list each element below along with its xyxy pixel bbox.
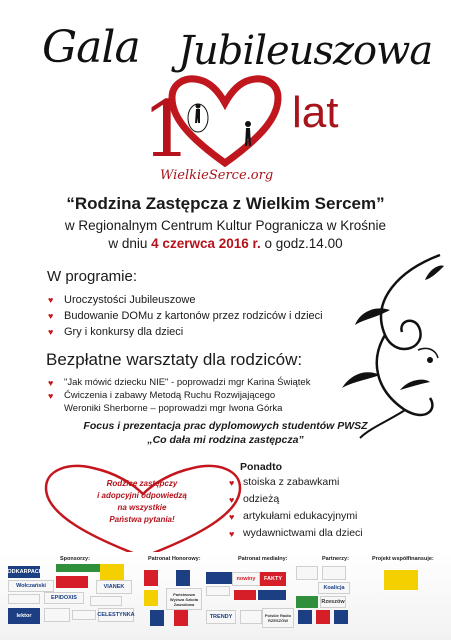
sponsor-logo-shape — [44, 608, 70, 622]
bullet-heart-icon: ♥ — [229, 529, 235, 539]
program-heading: W programie: — [47, 268, 138, 285]
heart-message-line: i adopcyjni odpowiedzą — [97, 491, 187, 500]
partner-logo-shape — [296, 596, 318, 608]
parent-head-icon — [245, 121, 251, 127]
coat-of-arms-icon — [144, 590, 158, 606]
cofinance-logo-figures — [384, 570, 418, 590]
media-logo: nowiny — [232, 572, 260, 586]
media-logo: TRENDY — [206, 610, 236, 624]
program-item: Gry i konkursy dla dzieci — [64, 326, 184, 338]
bullet-heart-icon: ♥ — [48, 311, 54, 321]
bullet-heart-icon: ♥ — [48, 391, 54, 401]
focus-line-2: „Co dała mi rodzina zastępcza” — [147, 434, 304, 446]
date-suffix: o godz.14.00 — [260, 236, 343, 251]
sponsor-logo: EPIDOXIS — [44, 592, 84, 604]
coat-of-arms-icon — [174, 610, 188, 626]
number-one-digit: 1 — [142, 85, 192, 175]
title-gala: Gala — [42, 22, 140, 73]
lat-label: lat — [292, 88, 339, 137]
media-logo-shape — [258, 590, 286, 600]
date-prefix: w dniu — [108, 236, 152, 251]
coat-of-arms-icon — [150, 610, 164, 626]
sponsor-logo: Wołczański — [8, 580, 54, 592]
heart-message — [82, 478, 202, 526]
cofinanced-label: Projekt współfinansuje: — [372, 556, 434, 562]
coat-of-arms-icon — [144, 570, 158, 586]
child-figure-icon — [195, 109, 200, 123]
heart-message-line: Państwa pytania! — [109, 515, 175, 524]
bullet-heart-icon: ♥ — [48, 327, 54, 337]
bullet-heart-icon: ♥ — [229, 495, 235, 505]
sponsor-logo: PODKARPACKI — [8, 566, 40, 578]
bullet-heart-icon: ♥ — [48, 295, 54, 305]
media-logo: Polskie Radio RZESZÓW — [262, 608, 294, 628]
partner-logo-shape — [322, 566, 346, 580]
date-value: 4 czerwca 2016 r. — [151, 236, 261, 251]
honorary-patronage-label: Patronat Honorowy: — [148, 556, 201, 562]
sponsor-logo-shape — [8, 594, 40, 604]
anniversary-heart-logo — [120, 68, 290, 175]
bullet-heart-icon: ♥ — [48, 378, 54, 388]
event-venue: w Regionalnym Centrum Kultur Pogranicza w Krośnie — [64, 218, 387, 233]
sponsor-logo-shape — [72, 610, 96, 620]
sponsor-logo: lektor — [8, 608, 40, 624]
heart-message-line: na wszystkie — [117, 503, 167, 512]
media-patronage-label: Patronat medialny: — [238, 556, 288, 562]
sponsor-logo: CELESTYNKA — [98, 608, 134, 622]
partner-logo-shape — [334, 610, 348, 624]
website-label: WielkieSerce.org — [160, 168, 274, 183]
media-logo-shape — [234, 590, 256, 600]
partner-logo: Rzeszów — [320, 596, 346, 608]
media-logo-shape — [240, 610, 262, 624]
media-logo-shape — [206, 586, 230, 596]
media-logo-shape — [206, 572, 232, 584]
sponsor-logo-shape — [56, 576, 88, 588]
honorary-logo: Państwowa Wyższa Szkoła Zawodowa — [166, 588, 202, 610]
workshop-item: "Jak mówić dziecku NIE" - poprowadzi mgr Karina Świątek — [64, 377, 311, 388]
coat-of-arms-icon — [176, 570, 190, 586]
media-logo: FAKTY — [260, 572, 286, 586]
sponsor-logo-shape — [100, 564, 124, 580]
partner-logo-shape — [298, 610, 312, 624]
program-item: Uroczystości Jubileuszowe — [64, 294, 196, 306]
extras-item: stoiska z zabawkami — [243, 476, 340, 488]
workshops-heading: Bezpłatne warsztaty dla rodziców: — [46, 350, 303, 369]
title-jubileuszowa: Jubileuszowa — [178, 28, 433, 74]
workshop-item-continued: Weroniki Sherborne – poprowadzi mgr Iwona Górka — [64, 403, 283, 414]
sponsor-logo: VIANEK — [96, 580, 132, 594]
floral-swirl-ornament — [330, 250, 445, 440]
partners-label: Partnerzy: — [322, 556, 349, 562]
event-date — [0, 236, 451, 251]
sponsor-logo-banner — [56, 564, 102, 572]
bullet-heart-icon: ♥ — [229, 478, 235, 488]
heart-message-line: Rodzice zastępczy — [106, 479, 178, 488]
extras-item: wydawnictwami dla dzieci — [243, 527, 363, 539]
bullet-heart-icon: ♥ — [229, 512, 235, 522]
partner-logo-shape — [316, 610, 330, 624]
partner-logo: Koalicja — [318, 582, 350, 594]
extras-item: odzieżą — [243, 493, 280, 505]
program-item: Budowanie DOMu z kartonów przez rodziców i dzieci — [64, 310, 323, 322]
sponsor-logo-shape — [90, 596, 122, 606]
extras-item: artykułami edukacyjnymi — [243, 510, 358, 522]
focus-line-1: Focus i prezentacja prac dyplomowych studentów PWSZ — [83, 420, 368, 432]
event-headline: “Rodzina Zastępcza z Wielkim Sercem” — [66, 194, 385, 213]
sponsors-label: Sponsorzy: — [60, 556, 90, 562]
extras-heading: Ponadto — [240, 461, 282, 473]
workshop-item: Ćwiczenia i zabawy Metodą Ruchu Rozwijającego — [64, 390, 276, 401]
sponsors-footer — [0, 552, 451, 640]
partner-logo-shape — [296, 566, 318, 580]
